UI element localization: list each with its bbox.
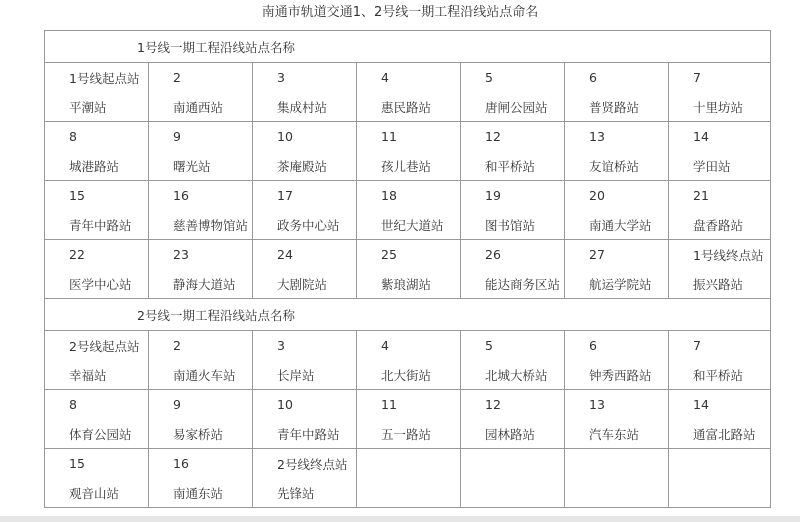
station-name-cell: 平潮站 [45, 92, 149, 122]
station-name-row [45, 360, 771, 390]
station-number-cell: 23 [149, 240, 253, 270]
station-name-cell: 慈善博物馆站 [149, 210, 253, 240]
station-name-cell: 长岸站 [253, 360, 357, 390]
station-number-cell: 8 [45, 390, 149, 420]
station-number-row [45, 181, 771, 211]
station-number-cell: 7 [669, 331, 771, 361]
station-name-cell: 唐闸公园站 [461, 92, 565, 122]
station-number-cell: 24 [253, 240, 357, 270]
station-number-cell: 1号线终点站 [669, 240, 771, 270]
station-number-cell: 22 [45, 240, 149, 270]
station-name-cell: 体育公园站 [45, 419, 149, 449]
station-number-cell: 3 [253, 63, 357, 93]
station-name-cell: 茶庵殿站 [253, 151, 357, 181]
station-number-cell [565, 449, 669, 479]
station-number-cell: 17 [253, 181, 357, 211]
station-number-cell: 7 [669, 63, 771, 93]
station-number-cell: 6 [565, 63, 669, 93]
station-number-cell: 20 [565, 181, 669, 211]
station-name-cell: 曙光站 [149, 151, 253, 181]
station-number-cell: 12 [461, 122, 565, 152]
station-name-row [45, 151, 771, 181]
station-number-cell [669, 449, 771, 479]
station-number-cell [357, 449, 461, 479]
station-number-cell: 13 [565, 122, 669, 152]
station-name-cell: 友谊桥站 [565, 151, 669, 181]
station-name-cell: 能达商务区站 [461, 269, 565, 299]
station-name-cell: 航运学院站 [565, 269, 669, 299]
station-name-cell: 观音山站 [45, 478, 149, 508]
station-name-cell [669, 478, 771, 508]
station-name-cell: 图书馆站 [461, 210, 565, 240]
station-number-cell: 9 [149, 122, 253, 152]
station-number-cell: 2号线终点站 [253, 449, 357, 479]
station-name-cell: 幸福站 [45, 360, 149, 390]
station-number-row [45, 390, 771, 420]
station-number-cell: 10 [253, 390, 357, 420]
station-name-cell: 南通大学站 [565, 210, 669, 240]
station-number-cell: 25 [357, 240, 461, 270]
station-name-cell: 集成村站 [253, 92, 357, 122]
station-name-cell: 普贤路站 [565, 92, 669, 122]
station-number-cell: 10 [253, 122, 357, 152]
station-number-cell: 3 [253, 331, 357, 361]
section-heading: 1号线一期工程沿线站点名称 [45, 31, 771, 63]
station-name-cell: 先锋站 [253, 478, 357, 508]
station-name-cell: 十里坊站 [669, 92, 771, 122]
station-number-cell: 14 [669, 390, 771, 420]
station-name-cell: 和平桥站 [461, 151, 565, 181]
station-number-cell: 14 [669, 122, 771, 152]
station-name-cell [461, 478, 565, 508]
station-number-cell: 6 [565, 331, 669, 361]
station-name-cell: 南通东站 [149, 478, 253, 508]
station-name-cell: 振兴路站 [669, 269, 771, 299]
station-name-cell: 北城大桥站 [461, 360, 565, 390]
station-name-cell: 南通火车站 [149, 360, 253, 390]
station-number-cell: 21 [669, 181, 771, 211]
station-number-cell: 16 [149, 181, 253, 211]
station-name-row [45, 419, 771, 449]
station-number-row [45, 331, 771, 361]
station-number-cell: 9 [149, 390, 253, 420]
station-name-cell: 紫琅湖站 [357, 269, 461, 299]
section-heading: 2号线一期工程沿线站点名称 [45, 299, 771, 331]
station-number-cell: 4 [357, 331, 461, 361]
station-number-cell: 12 [461, 390, 565, 420]
station-number-cell: 16 [149, 449, 253, 479]
station-name-cell: 北大街站 [357, 360, 461, 390]
station-number-cell: 13 [565, 390, 669, 420]
station-name-cell: 青年中路站 [253, 419, 357, 449]
station-name-cell: 五一路站 [357, 419, 461, 449]
station-name-cell: 南通西站 [149, 92, 253, 122]
station-number-cell: 5 [461, 331, 565, 361]
station-name-cell: 易家桥站 [149, 419, 253, 449]
station-number-cell [461, 449, 565, 479]
station-number-cell: 19 [461, 181, 565, 211]
station-number-cell: 11 [357, 122, 461, 152]
station-name-cell: 青年中路站 [45, 210, 149, 240]
station-name-cell: 政务中心站 [253, 210, 357, 240]
station-number-cell: 27 [565, 240, 669, 270]
station-number-cell: 15 [45, 449, 149, 479]
station-name-cell: 盘香路站 [669, 210, 771, 240]
station-number-cell: 15 [45, 181, 149, 211]
station-number-row [45, 122, 771, 152]
station-name-row [45, 92, 771, 122]
station-number-row [45, 63, 771, 93]
station-number-row [45, 449, 771, 479]
station-naming-table [44, 30, 771, 508]
station-name-cell: 孩儿巷站 [357, 151, 461, 181]
station-name-cell: 汽车东站 [565, 419, 669, 449]
document-title: 南通市轨道交通1、2号线一期工程沿线站点命名 [261, 5, 539, 20]
station-name-cell: 世纪大道站 [357, 210, 461, 240]
station-number-cell: 2号线起点站 [45, 331, 149, 361]
station-number-cell: 18 [357, 181, 461, 211]
station-number-cell: 4 [357, 63, 461, 93]
section-heading-row [45, 31, 771, 63]
station-number-row [45, 240, 771, 270]
section-heading-row [45, 299, 771, 331]
station-name-cell: 学田站 [669, 151, 771, 181]
station-name-cell [565, 478, 669, 508]
station-name-cell [357, 478, 461, 508]
station-name-row [45, 269, 771, 299]
station-name-row [45, 478, 771, 508]
station-name-cell: 城港路站 [45, 151, 149, 181]
station-name-row [45, 210, 771, 240]
station-number-cell: 2 [149, 331, 253, 361]
station-name-cell: 大剧院站 [253, 269, 357, 299]
station-name-cell: 和平桥站 [669, 360, 771, 390]
station-number-cell: 5 [461, 63, 565, 93]
bottom-border-strip [0, 516, 800, 522]
station-number-cell: 26 [461, 240, 565, 270]
station-name-cell: 通富北路站 [669, 419, 771, 449]
station-number-cell: 11 [357, 390, 461, 420]
station-name-cell: 惠民路站 [357, 92, 461, 122]
station-name-cell: 园林路站 [461, 419, 565, 449]
station-name-cell: 静海大道站 [149, 269, 253, 299]
station-number-cell: 8 [45, 122, 149, 152]
station-number-cell: 1号线起点站 [45, 63, 149, 93]
station-name-cell: 钟秀西路站 [565, 360, 669, 390]
station-name-cell: 医学中心站 [45, 269, 149, 299]
station-number-cell: 2 [149, 63, 253, 93]
